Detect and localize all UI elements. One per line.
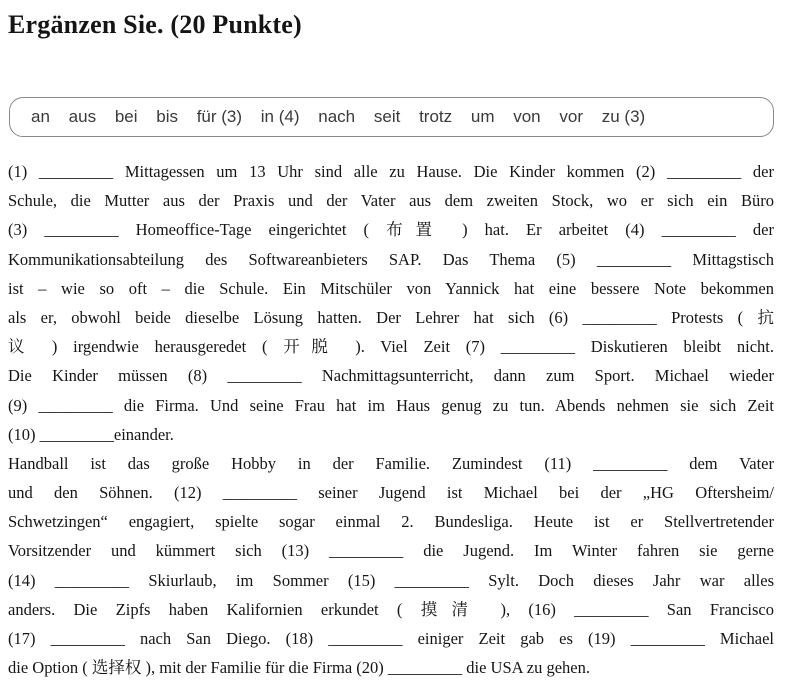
text-line: (14) _________ Skiurlaub, im Sommer (15) _________ Sylt. Doch dieses Jahr war alles — [8, 570, 774, 590]
text-line: Die Kinder müssen (8) _________ Nachmittagsunterricht, dann zum Sport. Michael wieder — [8, 366, 774, 386]
exercise-title: Ergänzen Sie. (20 Punkte) — [8, 10, 302, 39]
text-line: anders. Die Zipfs haben Kalifornien erkundet ( 摸清 ), (16) _________ San Francisco — [8, 599, 774, 619]
word-bank-item: zu (3) — [601, 107, 646, 126]
word-bank-item: seit — [373, 107, 401, 126]
word-bank-item: an — [31, 107, 50, 126]
text-line: Handball ist das große Hobby in der Familie. Zumindest (11) _________ dem Vater — [8, 453, 774, 473]
text-line: Schule, die Mutter aus der Praxis und der Vater aus dem zweiten Stock, wo er sich ein Büro — [8, 191, 774, 211]
text-line: (1) _________ Mittagessen um 13 Uhr sind alle zu Hause. Die Kinder kommen (2) _________ der — [8, 162, 774, 181]
text-line: (3) _________ Homeoffice-Tage eingerichtet ( 布置 ) hat. Er arbeitet (4) _________ der — [8, 220, 774, 240]
word-bank-item: trotz — [419, 107, 453, 126]
word-bank-box — [9, 97, 774, 137]
text-line: die Option ( 选择权 ), mit der Familie für die Firma (20) _________ die USA zu gehen. — [8, 658, 590, 678]
word-bank-item: um — [470, 107, 495, 126]
text-line: (10) _________einander. — [8, 424, 174, 444]
word-bank-item: bis — [156, 107, 178, 126]
text-line: Kommunikationsabteilung des Softwareanbieters SAP. Das Thema (5) _________ Mittagstisch — [8, 249, 774, 269]
word-bank-item: für (3) — [196, 107, 243, 126]
word-bank-item: nach — [318, 107, 356, 126]
text-line: (9) _________ die Firma. Und seine Frau hat im Haus genug zu tun. Abends nehmen sie sich Zeit — [8, 395, 774, 415]
text-line: (17) _________ nach San Diego. (18) _________ einiger Zeit gab es (19) _________ Michael — [8, 629, 774, 648]
cloze-text — [8, 157, 774, 682]
word-bank-item: bei — [114, 107, 138, 126]
text-line: Vorsitzender und kümmert sich (13) _________ die Jugend. Im Winter fahren sie gerne — [8, 541, 774, 561]
text-line: 议 ) irgendwie herausgeredet ( 开脱 ). Viel Zeit (7) _________ Diskutieren bleibt nicht. — [8, 337, 774, 357]
text-line: ist – wie so oft – die Schule. Ein Mitschüler von Yannick hat eine bessere Note bekommen — [8, 278, 774, 298]
word-bank-item: von — [513, 107, 541, 126]
text-line: als er, obwohl beide dieselbe Lösung hatten. Der Lehrer hat sich (6) _________ Protests ( 抗 — [8, 307, 774, 327]
word-bank-item: aus — [68, 107, 97, 126]
text-line: Schwetzingen“ engagiert, spielte sogar einmal 2. Bundesliga. Heute ist er Stellvertretender — [8, 512, 774, 532]
text-line: und den Söhnen. (12) _________ seiner Jugend ist Michael bei der „HG Oftersheim/ — [8, 483, 774, 503]
word-bank-list — [31, 98, 659, 136]
word-bank-item: in (4) — [260, 107, 300, 126]
word-bank-item: vor — [559, 107, 583, 126]
